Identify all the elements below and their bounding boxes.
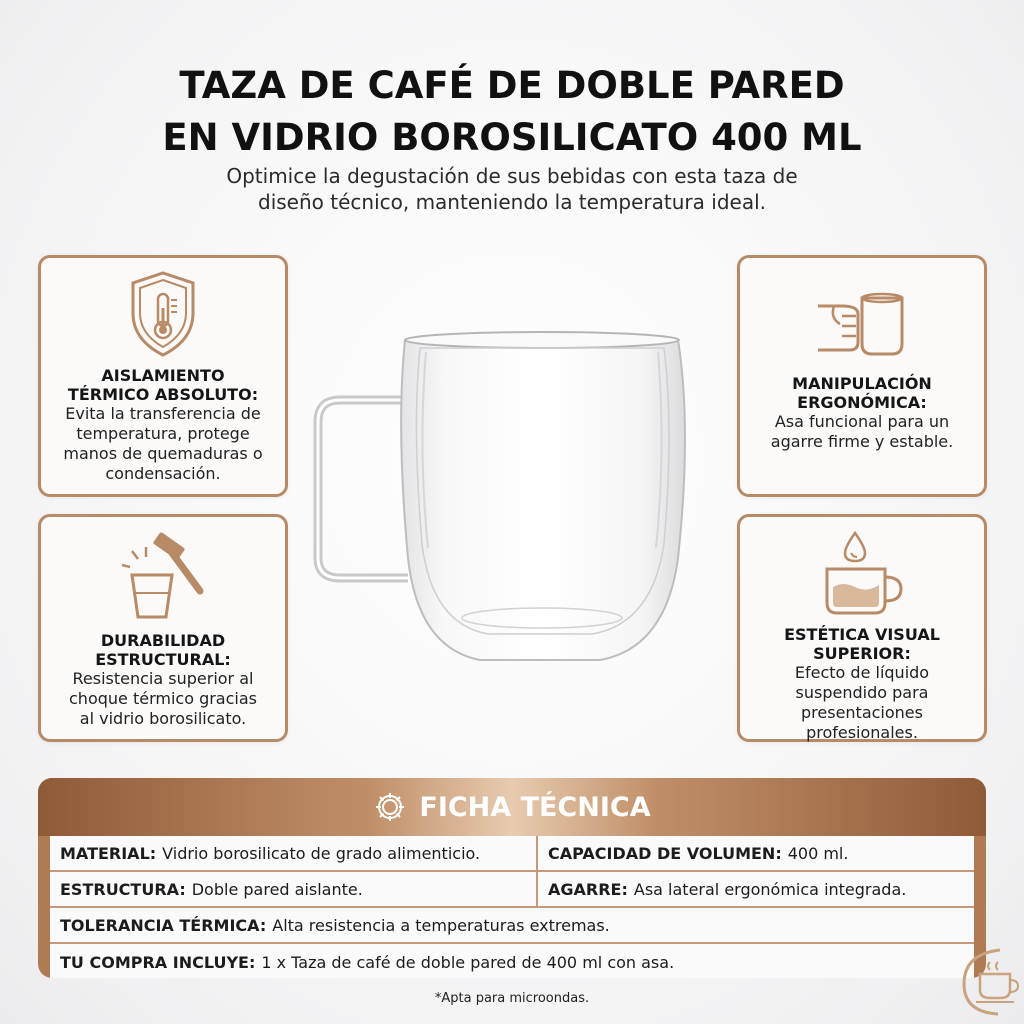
feature-title-line: ESTRUCTURAL: <box>95 650 231 669</box>
table-cell <box>50 908 974 942</box>
feature-title-line: DURABILIDAD <box>100 631 226 650</box>
spec-value: Asa lateral ergonómica integrada. <box>633 879 907 899</box>
spec-value: Doble pared aislante. <box>191 879 363 899</box>
spec-value: Vidrio borosilicato de grado alimenticio. <box>162 843 481 863</box>
feature-card-durabilidad <box>38 514 288 742</box>
feature-text-line: temperatura, protege <box>76 424 250 443</box>
feature-title-line: SUPERIOR: <box>813 644 911 663</box>
feature-text-line: choque térmico gracias <box>69 689 257 708</box>
spec-label: MATERIAL: <box>60 843 157 863</box>
spec-value: 1 x Taza de café de doble pared de 400 ml con asa. <box>261 952 675 972</box>
spec-label: TOLERANCIA TÉRMICA: <box>60 915 267 935</box>
feature-text-line: Resistencia superior al <box>72 669 254 688</box>
feature-card-estetica <box>737 514 987 742</box>
feature-text-line: Evita la transferencia de <box>65 404 261 423</box>
spec-label: AGARRE: <box>548 879 628 899</box>
table-row <box>50 872 974 908</box>
table-cell <box>50 836 538 870</box>
table-row <box>50 836 974 872</box>
feature-title-line: ESTÉTICA VISUAL <box>784 625 940 644</box>
title-line-2: EN VIDRIO BOROSILICATO 400 ML <box>162 116 862 159</box>
page-title <box>0 60 1024 164</box>
feature-text-line: agarre firme y estable. <box>770 432 954 451</box>
feature-title-line: TÉRMICO ABSOLUTO: <box>67 385 259 404</box>
table-row <box>50 944 974 978</box>
spec-value: Alta resistencia a temperaturas extremas. <box>272 915 610 935</box>
feature-text-line: Asa funcional para un <box>774 412 950 431</box>
shield-thermometer-icon <box>123 268 203 360</box>
feature-text-line: suspendido para <box>795 683 929 702</box>
feature-text-line: presentaciones <box>801 703 923 722</box>
table-cell <box>538 836 974 870</box>
technical-sheet <box>38 778 986 978</box>
title-line-1: TAZA DE CAFÉ DE DOBLE PARED <box>179 64 845 107</box>
coffee-cup-logo-icon <box>950 940 1020 1020</box>
glass-mug-image <box>300 318 700 678</box>
spec-value: 400 ml. <box>787 843 849 863</box>
technical-sheet-title: FICHA TÉCNICA <box>419 791 651 823</box>
spec-label: TU COMPRA INCLUYE: <box>60 952 256 972</box>
droplet-mug-icon <box>817 527 907 619</box>
feature-text-line: profesionales. <box>806 723 918 742</box>
table-cell <box>50 872 538 906</box>
feature-title-line: ERGONÓMICA: <box>797 393 927 412</box>
feature-title-line: AISLAMIENTO <box>101 366 225 385</box>
feature-text-line: al vidrio borosilicato. <box>79 709 247 728</box>
spec-label: CAPACIDAD DE VOLUMEN: <box>548 843 782 863</box>
spec-label: ESTRUCTURA: <box>60 879 186 899</box>
feature-card-manipulacion <box>737 255 987 497</box>
feature-text-line: Efecto de líquido <box>794 663 930 682</box>
technical-sheet-header <box>38 778 986 836</box>
hand-holding-mug-icon <box>812 284 912 360</box>
technical-sheet-table <box>50 836 974 978</box>
subtitle-line-1: Optimice la degustación de sus bebidas con esta taza de <box>226 164 798 188</box>
feature-title-line: MANIPULACIÓN <box>792 374 932 393</box>
feature-card-aislamiento <box>38 255 288 497</box>
table-cell <box>50 944 974 978</box>
gear-icon <box>373 790 407 824</box>
feature-text-line: condensación. <box>105 464 221 483</box>
page-subtitle <box>0 163 1024 215</box>
table-row <box>50 908 974 944</box>
table-cell <box>538 872 974 906</box>
subtitle-line-2: diseño técnico, manteniendo la temperatura ideal. <box>258 190 766 214</box>
hammer-glass-icon <box>118 531 208 623</box>
footnote: *Apta para microondas. <box>434 991 590 1006</box>
feature-text-line: manos de quemaduras o <box>63 444 263 463</box>
